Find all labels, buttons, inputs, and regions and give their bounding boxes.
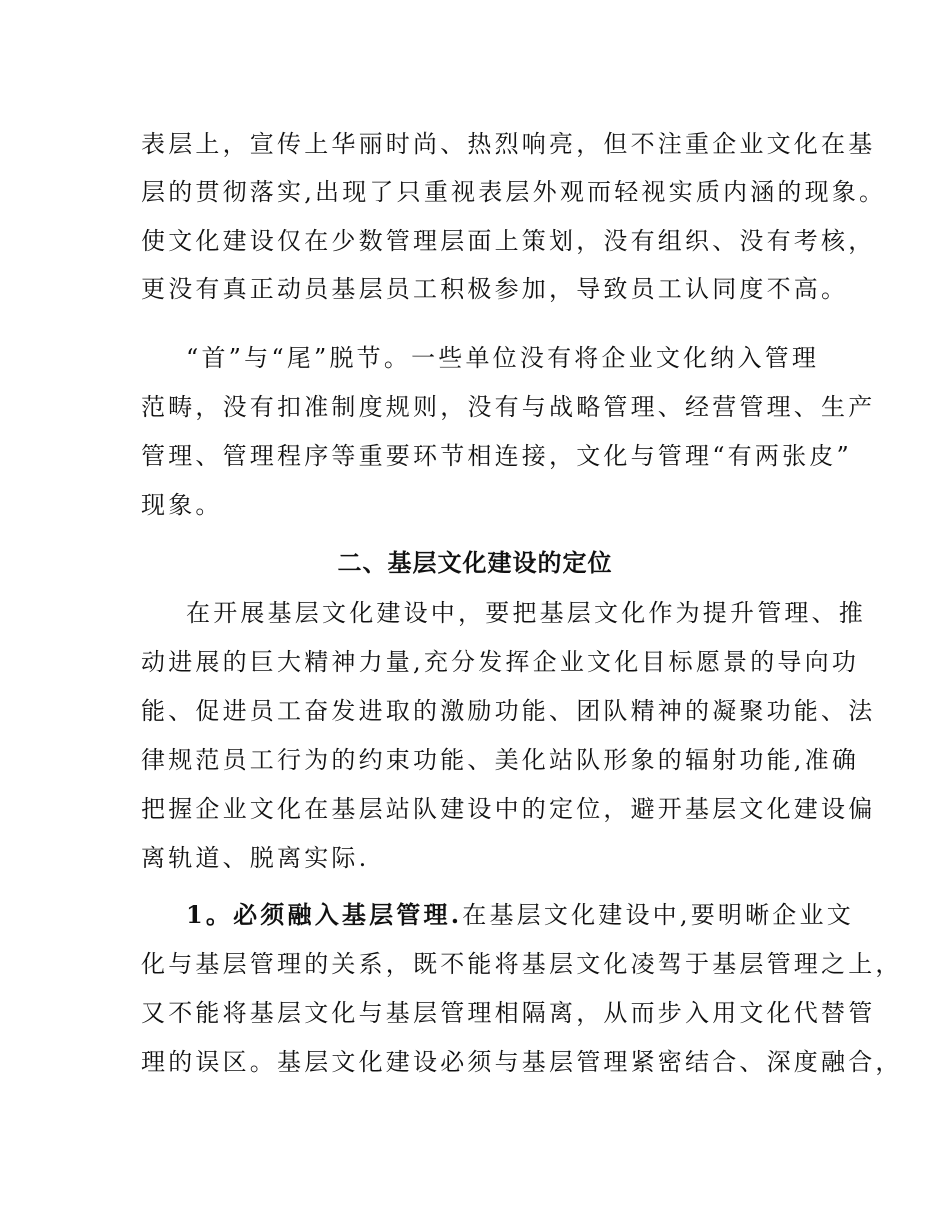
numbered-lead: 1。必须融入基层管理. bbox=[186, 900, 463, 929]
paragraph-line: 把握企业文化在基层站队建设中的定位，避开基层文化建设偏 bbox=[141, 795, 876, 823]
paragraph-line: 律规范员工行为的约束功能、美化站队形象的辐射功能,准确 bbox=[141, 746, 860, 774]
paragraph-line: 管理、管理程序等重要环节相连接，文化与管理“有两张皮” bbox=[141, 442, 852, 470]
paragraph-text: 在基层文化建设中,要明晰企业文 bbox=[462, 901, 854, 929]
paragraph-line: 使文化建设仅在少数管理层面上策划，没有组织、没有考核， bbox=[141, 227, 876, 255]
paragraph-line: 现象。 bbox=[141, 491, 223, 519]
section-heading: 二、基层文化建设的定位 bbox=[337, 548, 613, 577]
paragraph-line: 在开展基层文化建设中，要把基层文化作为提升管理、推 bbox=[186, 599, 866, 627]
paragraph-line: 又不能将基层文化与基层管理相隔离，从而步入用文化代替管 bbox=[141, 999, 876, 1027]
paragraph-line: 理的误区。基层文化建设必须与基层管理紧密结合、深度融合， bbox=[141, 1048, 903, 1076]
paragraph-line: “首”与“尾”脱节。一些单位没有将企业文化纳入管理 bbox=[186, 344, 820, 372]
paragraph-line: 层的贯彻落实,出现了只重视表层外观而轻视实质内涵的现象。 bbox=[141, 178, 887, 206]
paragraph-line: 能、促进员工奋发进取的激励功能、团队精神的凝聚功能、法 bbox=[141, 697, 876, 725]
paragraph-line: 表层上，宣传上华丽时尚、热烈响亮，但不注重企业文化在基 bbox=[141, 130, 876, 158]
paragraph-line: 范畴，没有扣准制度规则，没有与战略管理、经营管理、生产 bbox=[141, 393, 876, 421]
paragraph-line: 更没有真正动员基层员工积极参加，导致员工认同度不高。 bbox=[141, 275, 849, 303]
paragraph-line bbox=[186, 897, 854, 933]
paragraph-line: 离轨道、脱离实际. bbox=[141, 844, 370, 872]
paragraph-line: 化与基层管理的关系，既不能将基层文化凌驾于基层管理之上， bbox=[141, 950, 903, 978]
paragraph-line: 动进展的巨大精神力量,充分发挥企业文化目标愿景的导向功 bbox=[141, 648, 860, 676]
